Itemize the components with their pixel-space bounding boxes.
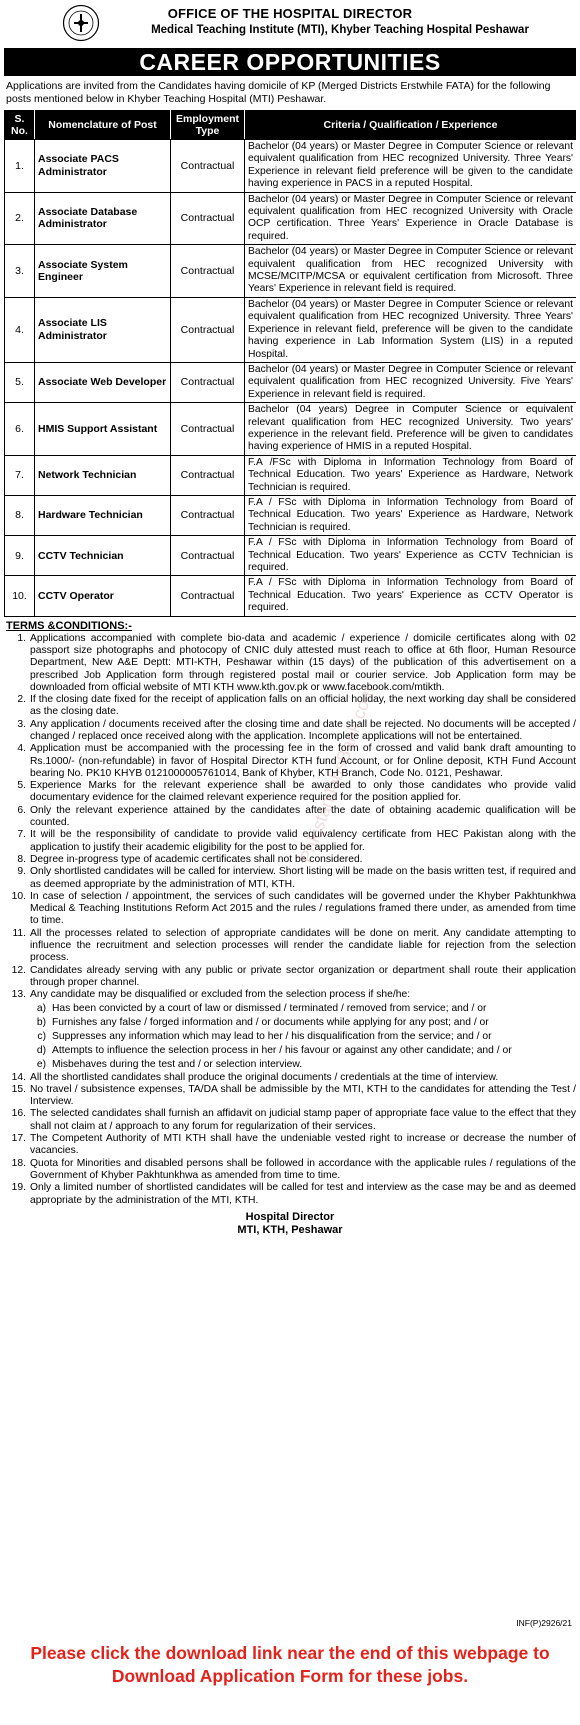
row-post: CCTV Operator — [35, 576, 171, 616]
term-number: 12. — [11, 964, 26, 976]
row-criteria: Bachelor (04 years) or Master Degree in Computer Science or relevant equivalent qualification from HEC recognized University. Five Years' Experience in relevant field is required. — [245, 362, 577, 402]
list-item — [4, 719, 576, 744]
row-post: Associate LIS Administrator — [35, 297, 171, 362]
row-sno: 3. — [5, 245, 35, 298]
institute-title: Medical Teaching Institute (MTI), Khyber Teaching Hospital Peshawar — [151, 24, 529, 36]
sub-text: Misbehaves during the test and / or selection interview. — [52, 1058, 303, 1070]
term-text: Application must be accompanied with the processing fee in the form of crossed and valid bank draft amounting to Rs.1000/- (non-refundable) in favor of Hospital Director KTH fund Account, or for Online deposit, KTH Fund Account bearing No. PK10 KHYB 0121000005761014, Bank of Khyber, KTH Branch, Code No. 0121, Peshawar. — [30, 743, 576, 779]
term-text: The Competent Authority of MTI KTH shall have the undeniable vested right to increase or decrease the number of vacancies. — [30, 1133, 576, 1157]
table-row — [5, 403, 577, 456]
row-criteria: Bachelor (04 years) Degree in Computer Science or equivalent relevant qualification from HEC recognized University. Two years' experience in the relevant field. Preference will be given to candidates having experience of HMIS in a reputed Hospital. — [245, 403, 577, 456]
sub-letter: a) — [36, 1002, 46, 1014]
row-employment-type: Contractual — [171, 297, 245, 362]
list-item — [4, 1133, 576, 1158]
sub-letter: e) — [36, 1058, 46, 1070]
term-number: 17. — [11, 1133, 26, 1145]
row-employment-type: Contractual — [171, 495, 245, 535]
term-number: 5. — [17, 780, 26, 792]
row-employment-type: Contractual — [171, 140, 245, 193]
list-item — [4, 805, 576, 830]
download-notice[interactable]: Please click the download link near the end of this webpage to Download Application Form for these jobs. — [30, 1643, 550, 1686]
term-text: Only shortlisted candidates will be called for interview. Short listing will be made on the basis written test, if required and as deemed appropriate by the administration of MTI, KTH. — [30, 866, 576, 890]
term-text: No travel / subsistence expenses, TA/DA shall be admissible by the MTI, KTH to the candidates for attending the Test / Interview. — [30, 1083, 576, 1108]
row-employment-type: Contractual — [171, 455, 245, 495]
term-number: 8. — [17, 853, 26, 865]
row-sno: 10. — [5, 576, 35, 616]
term-number: 9. — [17, 866, 26, 878]
office-title: OFFICE OF THE HOSPITAL DIRECTOR — [167, 6, 413, 21]
row-sno: 9. — [5, 536, 35, 576]
table-row — [5, 192, 577, 245]
reference-number: INF(P)2926/21 — [516, 1618, 572, 1628]
term-text: In case of selection / appointment, the services of such candidates will be governed under the Khyber Pakhtunkhwa Medical & Teaching Institutions Reform Act 2015 and the rules / regulations framed there under, as amended from time to time. — [30, 890, 576, 927]
row-post: Associate Database Administrator — [35, 192, 171, 245]
table-row — [5, 495, 577, 535]
term-number: 14. — [11, 1071, 26, 1083]
intro-text: Applications are invited from the Candidates having domicile of KP (Merged Districts Erstwhile FATA) for the following posts mentioned below in Khyber Teaching Hospital (MTI) Peshawar. — [6, 80, 551, 105]
row-post: Associate System Engineer — [35, 245, 171, 298]
table-row — [5, 297, 577, 362]
row-employment-type: Contractual — [171, 576, 245, 616]
list-item — [4, 1084, 576, 1109]
sub-text: Suppresses any information which may lead to her / his disqualification from the service; and / or — [52, 1030, 492, 1042]
col-post: Nomenclature of Post — [35, 111, 171, 140]
term-text: Experience Marks for the relevant experience shall be awarded to only those candidates who provide valid documentary evidence for the claimed relevant experience required for the position applied for. — [30, 780, 576, 804]
list-item — [4, 1158, 576, 1183]
row-criteria: Bachelor (04 years) or Master Degree in Computer Science or relevant equivalent qualification from HEC recognized University with MCSE/MCITP/MCSA or equivalent certification from Microsoft. Three Years' Experience in relevant field is required. — [245, 245, 577, 298]
term-text: Any candidate may be disqualified or excluded from the selection process if she/he: — [30, 989, 411, 1001]
list-item — [4, 891, 576, 928]
term-number: 3. — [17, 718, 26, 730]
list-item — [4, 780, 576, 805]
sub-letter: c) — [37, 1030, 46, 1042]
list-item — [30, 1016, 576, 1030]
table-row — [5, 536, 577, 576]
term-text: The selected candidates shall furnish an affidavit on judicial stamp paper of appropriate face value to the effect that they shall not claim at / approach to any forum for regularization of their services. — [30, 1108, 576, 1132]
term-text: All the shortlisted candidates shall produce the original documents / credentials at the time of interview. — [30, 1071, 499, 1083]
row-post: Hardware Technician — [35, 495, 171, 535]
row-criteria: Bachelor (04 years) or Master Degree in Computer Science or relevant equivalent qualification from HEC recognized University. Three Years' Experience in relevant field preference will be given to the candidate having experience in PACS in a reputed Hospital. — [245, 140, 577, 193]
row-post: Associate Web Developer — [35, 362, 171, 402]
table-row — [5, 140, 577, 193]
list-item — [4, 866, 576, 891]
signature-title: Hospital Director — [245, 1210, 335, 1223]
row-employment-type: Contractual — [171, 536, 245, 576]
watermark: PakistanJobsBank.com — [295, 683, 379, 866]
term-text: Candidates already serving with any public or private sector organization or department shall route their application through proper channel. — [30, 964, 576, 988]
disqualification-list — [30, 1002, 576, 1072]
table-row — [5, 576, 577, 616]
list-item — [4, 1182, 576, 1207]
term-number: 15. — [11, 1083, 26, 1095]
row-employment-type: Contractual — [171, 245, 245, 298]
list-item — [30, 1002, 576, 1016]
row-sno: 4. — [5, 297, 35, 362]
terms-title: TERMS &CONDITIONS:- — [6, 619, 132, 632]
term-text: Only the relevant experience attained by the candidates after the date of obtaining academic qualification will be counted. — [30, 804, 576, 829]
list-item — [30, 1044, 576, 1058]
term-number: 13. — [11, 989, 26, 1001]
row-employment-type: Contractual — [171, 403, 245, 456]
row-employment-type: Contractual — [171, 192, 245, 245]
table-row — [5, 455, 577, 495]
row-criteria: Bachelor (04 years) or Master Degree in Computer Science or relevant equivalent qualification from HEC recognized University with Oracle OCP certification. Three Years' Experience in Oracle Database is required. — [245, 192, 577, 245]
row-sno: 1. — [5, 140, 35, 193]
term-number: 2. — [17, 694, 26, 706]
term-text: It will be the responsibility of candidate to provide valid equivalency certificate from HEC Pakistan along with the application to justify their academic eligibility for the post to be applied for. — [30, 829, 576, 853]
signature-office: MTI, KTH, Peshawar — [237, 1223, 343, 1236]
row-criteria: F.A /FSc with Diploma in Information Technology from Board of Technical Education. Two years' Experience as Hardware, Network Technician is required. — [245, 455, 577, 495]
job-advertisement — [4, 4, 576, 1630]
list-item — [4, 829, 576, 854]
sub-text: Attempts to influence the selection process in her / his favour or against any other candidate; and / or — [52, 1044, 512, 1056]
sub-text: Has been convicted by a court of law or dismissed / terminated / removed from service; and / or — [52, 1002, 487, 1014]
term-number: 1. — [17, 632, 26, 644]
terms-list — [4, 633, 576, 1207]
row-post: Network Technician — [35, 455, 171, 495]
row-criteria: Bachelor (04 years) or Master Degree in Computer Science or relevant equivalent qualification from HEC recognized University. Three Years' Experience in relevant field, preference will be given to the candidate having experience in Lab Information System (LIS) in a reputed Hospital. — [245, 297, 577, 362]
sub-letter: d) — [36, 1044, 46, 1056]
term-number: 7. — [17, 829, 26, 841]
col-emp: Employment Type — [171, 111, 245, 140]
row-sno: 7. — [5, 455, 35, 495]
row-post: CCTV Technician — [35, 536, 171, 576]
term-text: Applications accompanied with complete bio-data and academic / experience / domicile certificates along with 02 passport size photographs and photocopy of CNIC duly attested must reach to office at 6th floor, Human Resource Department, New A&E Deptt: MTI-KTH, Peshawar within (15 days) of the publication of this advertisement on a prescribed Job Application form through registered postal mail or courier service. Job Application form may be downloaded from official website of MTI KTH www.kth.gov.pk or www.facebook.com/mtikth. — [30, 632, 576, 693]
list-item — [4, 694, 576, 719]
row-employment-type: Contractual — [171, 362, 245, 402]
table-row — [5, 362, 577, 402]
row-criteria: F.A / FSc with Diploma in Information Technology from Board of Technical Education. Two years' Experience as CCTV Technician is required. — [245, 536, 577, 576]
term-number: 18. — [11, 1157, 26, 1169]
list-item — [4, 1072, 576, 1084]
row-post: Associate PACS Administrator — [35, 140, 171, 193]
list-item — [4, 928, 576, 965]
list-item — [30, 1058, 576, 1072]
term-text: Quota for Minorities and disabled persons shall be followed in accordance with the applicable rules / regulations of the Government of Khyber Pakhtunkhwa as amended from time to time. — [30, 1157, 576, 1181]
term-text: Only a limited number of shortlisted candidates will be called for test and interview as the case may be and as deemed appropriate by the administration of the MTI, KTH. — [30, 1182, 576, 1206]
term-text: All the processes related to selection of appropriate candidates will be done on merit. Any candidate attempting to influence the recruitment and selection processes will render the candidate liable for rejection from the selection process. — [30, 927, 576, 964]
posts-table — [4, 110, 576, 617]
row-criteria: F.A / FSc with Diploma in Information Technology from Board of Technical Education. Two years' Experience as Hardware, Network Technician is required. — [245, 495, 577, 535]
ad-header — [4, 4, 576, 46]
term-text: If the closing date fixed for the receipt of application falls on an official holiday, the next working day shall be considered as the closing date. — [30, 694, 576, 718]
list-item — [4, 854, 576, 866]
col-criteria: Criteria / Qualification / Experience — [245, 111, 577, 140]
term-number: 6. — [17, 804, 26, 816]
list-item — [30, 1030, 576, 1044]
list-item — [4, 1108, 576, 1133]
career-banner: CAREER OPPORTUNITIES — [4, 48, 576, 76]
col-sno: S. No. — [5, 111, 35, 140]
term-text: Any application / documents received after the closing time and date shall be rejected. No documents will be accepted / changed / replaced once received along with the application. Incomplete applications will not be entertained. — [30, 718, 576, 742]
signature-block — [4, 1211, 576, 1237]
term-text: Degree in-progress type of academic certificates shall not be considered. — [30, 853, 363, 865]
table-row — [5, 245, 577, 298]
term-number: 19. — [11, 1182, 26, 1194]
list-item — [4, 965, 576, 990]
list-item — [4, 989, 576, 1001]
row-criteria: F.A / FSc with Diploma in Information Technology from Board of Technical Education. Two years' Experience as CCTV Operator is required. — [245, 576, 577, 616]
row-sno: 8. — [5, 495, 35, 535]
list-item — [4, 633, 576, 694]
posts-table-header — [5, 111, 577, 140]
row-post: HMIS Support Assistant — [35, 403, 171, 456]
sub-letter: b) — [36, 1016, 46, 1028]
term-number: 10. — [11, 890, 26, 902]
row-sno: 5. — [5, 362, 35, 402]
row-sno: 6. — [5, 403, 35, 456]
sub-text: Furnishes any false / forged information and / or documents while applying for any post; and / or — [52, 1016, 489, 1028]
term-number: 16. — [11, 1108, 26, 1120]
list-item — [4, 743, 576, 780]
term-number: 11. — [12, 927, 26, 939]
row-sno: 2. — [5, 192, 35, 245]
term-number: 4. — [17, 743, 26, 755]
